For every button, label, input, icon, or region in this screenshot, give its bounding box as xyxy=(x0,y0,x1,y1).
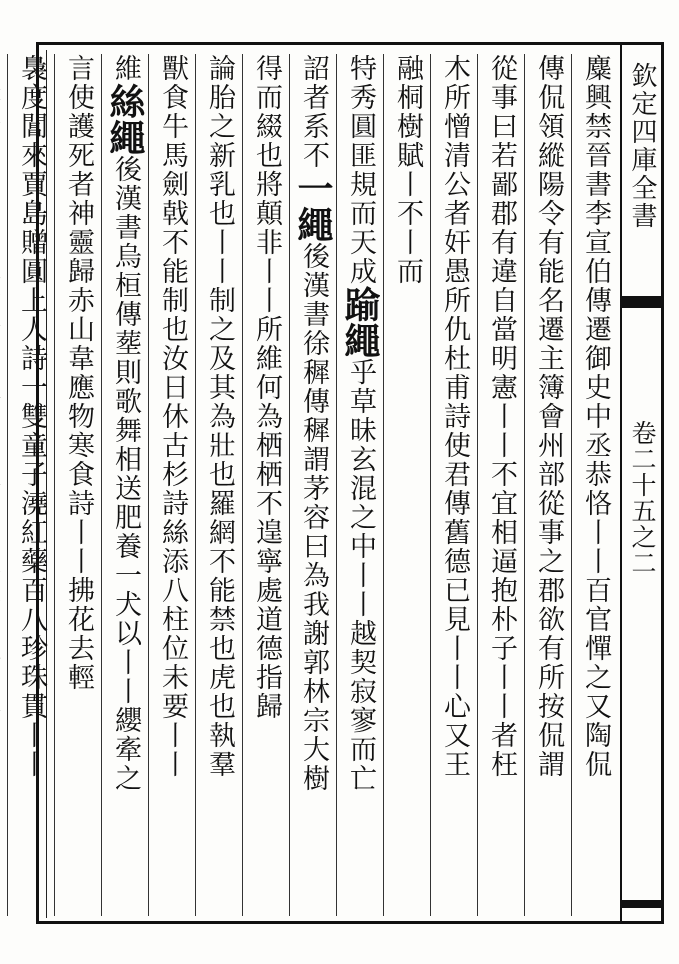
fish-tail-mark xyxy=(622,296,662,308)
entry-text: 維 xyxy=(110,54,141,83)
text-column xyxy=(477,54,524,916)
fish-tail-mark-bottom xyxy=(622,900,662,908)
entry-text: 得而綴也 xyxy=(251,54,282,170)
entry-text: 木所憎清公者奸愚所仇杜甫詩使君傳舊德已見丨丨心又王 xyxy=(439,54,470,779)
text-column xyxy=(195,54,242,916)
entry-headword: 踰繩 xyxy=(339,286,381,358)
spine-header: 欽定四庫全書 xyxy=(627,62,657,230)
entry-text: 特秀圓匪規而天成 xyxy=(345,54,376,286)
entry-text: 後漢書徐穉傳穉謂茅容曰為我謝郭林宗大樹 xyxy=(298,242,329,793)
text-column xyxy=(289,54,336,916)
text-column xyxy=(430,54,477,916)
entry-text: 言使護死者神靈歸赤山韋應物寒食詩丨丨拂花去輕 xyxy=(63,54,94,692)
text-column xyxy=(336,54,383,916)
entry-text: 論胎之新乳也丨丨制之及其為壯也羅網不能禁也虎也執羣 xyxy=(204,54,235,779)
entry-text: 麋興禁晉書李宣伯傳遷御史中丞恭恪丨丨百官憚之又陶侃 xyxy=(580,54,611,779)
entry-text: 顛非丨丨所維何為栖栖不遑寧處道德指歸 xyxy=(251,199,282,721)
entry-text: 獸食牛馬劍戟不能制也汝日休古杉詩絲添八柱位未要丨丨 xyxy=(157,54,188,779)
entry-text: 從事曰若鄙郡有違自當明憲丨丨不宜相逼抱朴子丨丨者枉 xyxy=(486,54,517,779)
text-column xyxy=(0,54,7,916)
text-columns xyxy=(16,54,618,916)
text-column xyxy=(383,54,430,916)
text-column xyxy=(571,54,618,916)
text-column xyxy=(242,54,289,916)
entry-text: 乎草昧玄混之中丨丨越契寂寥而亡 xyxy=(345,358,376,793)
text-column xyxy=(54,54,101,916)
text-column xyxy=(7,54,54,916)
entry-text: 詔者系不 xyxy=(298,54,329,170)
entry-text: 裊度閶來賈島贈圓上人詩一雙童子澆紅藥百八珍珠貫丨丨 xyxy=(16,54,47,779)
spine-volume-title: 卷二十五之二 xyxy=(628,420,657,576)
entry-headword: 絲繩 xyxy=(104,83,146,155)
entry-text: 將 xyxy=(251,170,282,199)
text-column xyxy=(148,54,195,916)
text-column xyxy=(101,54,148,916)
entry-text: 融桐樹賦丨不丨而 xyxy=(392,54,423,286)
entry-text: 傳侃領縱陽令有能名遷主簿會州部從事之郡欲有所按侃謂 xyxy=(533,54,564,779)
entry-headword: 一繩 xyxy=(292,170,334,242)
entry-text: 後漢書烏桓傳塟則歌舞相送肥養一犬以丨丨纓牽之 xyxy=(110,155,141,793)
text-column xyxy=(524,54,571,916)
